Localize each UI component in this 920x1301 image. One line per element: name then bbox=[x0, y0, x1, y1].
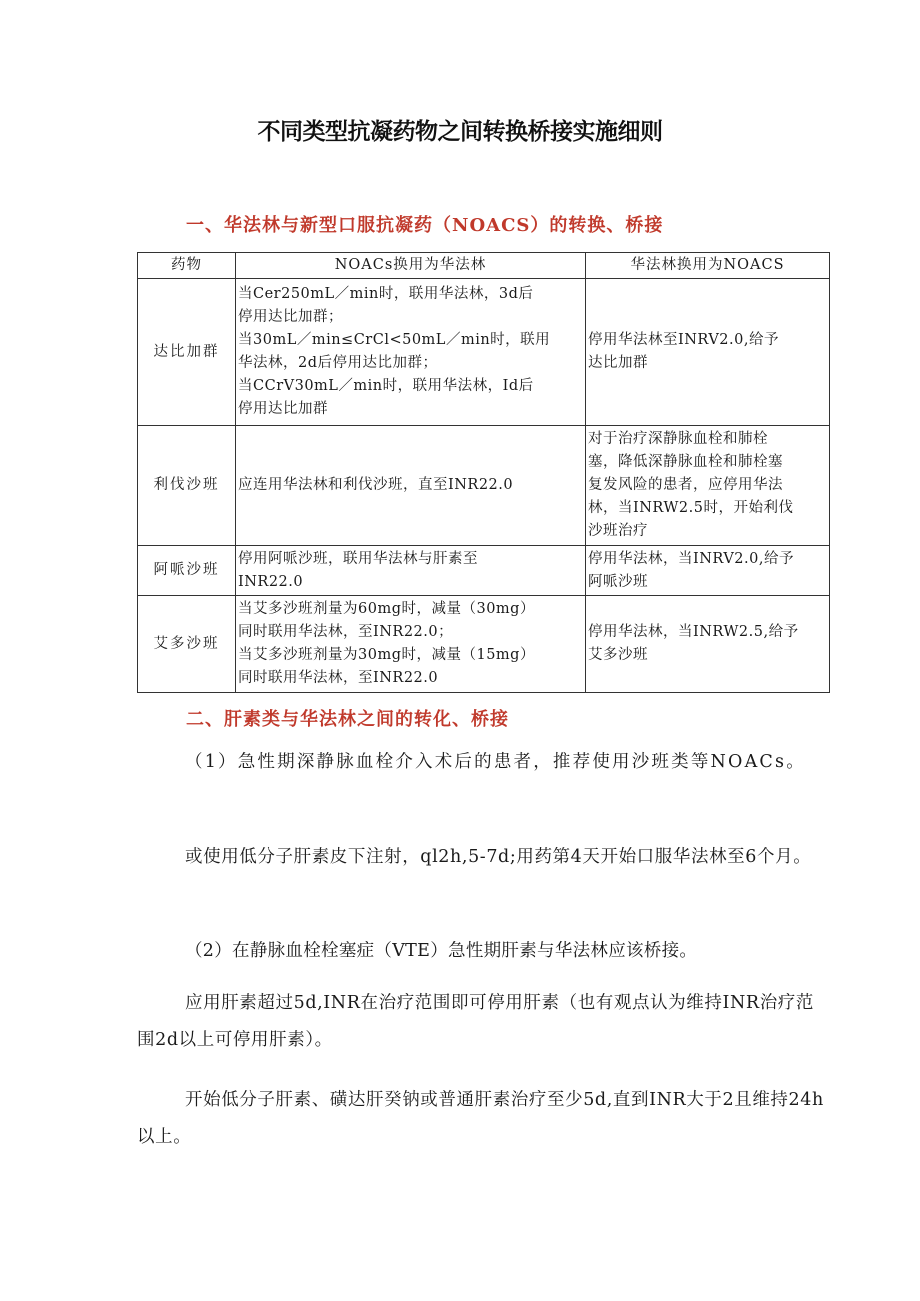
noacs-to-warfarin-cell bbox=[236, 596, 586, 693]
paragraph: （1）急性期深静脉血栓介入术后的患者，推荐使用沙班类等NOACs。 bbox=[185, 752, 806, 772]
cell-line: 当Cer250mL／min时，联用华法林，3d后 bbox=[238, 286, 534, 302]
page-title: 不同类型抗凝药物之间转换桥接实施细则 bbox=[257, 119, 663, 145]
paragraph: （2）在静脉血栓栓塞症（VTE）急性期肝素与华法林应该桥接。 bbox=[185, 941, 698, 961]
cell-line: 同时联用华法林，至INR22.0； bbox=[238, 624, 454, 640]
cell-line: INR22.0 bbox=[238, 573, 304, 590]
drug-cell: 利伐沙班 bbox=[138, 426, 236, 546]
cell-line: 停用达比加群 bbox=[238, 401, 328, 417]
cell-line: 停用华法林，当INRW2.5,给予 bbox=[588, 624, 799, 640]
drug-cell: 达比加群 bbox=[138, 279, 236, 426]
conversion-table bbox=[137, 252, 830, 693]
cell-line: 沙班治疗 bbox=[588, 523, 648, 539]
drug-cell: 阿哌沙班 bbox=[138, 546, 236, 596]
cell-line: 复发风险的患者，应停用华法 bbox=[588, 477, 783, 493]
warfarin-to-noacs-cell bbox=[586, 596, 830, 693]
cell-line: 停用阿哌沙班，联用华法林与肝素至 bbox=[238, 550, 478, 567]
cell-line: 林，当INRW2.5时，开始利伐 bbox=[588, 500, 794, 516]
table-header-row bbox=[138, 253, 830, 279]
cell-line: 对于治疗深静脉血栓和肺栓 bbox=[588, 431, 768, 447]
cell-line: 阿哌沙班 bbox=[588, 573, 648, 590]
cell-line: 当艾多沙班剂量为30mg时，减量（15mg） bbox=[238, 647, 535, 663]
cell-line: 同时联用华法林，至INR22.0 bbox=[238, 670, 439, 686]
header-noacs-to-warfarin: NOACs换用为华法林 bbox=[236, 253, 586, 279]
noacs-to-warfarin-cell bbox=[236, 546, 586, 596]
cell-line: 当30mL／min≤CrCl<50mL／min时，联用 bbox=[238, 332, 551, 348]
cell-line: 停用达比加群； bbox=[238, 309, 343, 325]
cell-line: 停用华法林，当INRV2.0,给予 bbox=[588, 550, 794, 567]
table-row bbox=[138, 279, 830, 426]
noacs-to-warfarin-cell bbox=[236, 279, 586, 426]
noacs-to-warfarin-cell bbox=[236, 426, 586, 546]
cell-line: 当CCrV30mL／min时，联用华法林，Id后 bbox=[238, 378, 534, 394]
header-drug: 药物 bbox=[138, 253, 236, 279]
warfarin-to-noacs-cell bbox=[586, 546, 830, 596]
cell-line: 达比加群 bbox=[588, 355, 648, 371]
cell-line: 华法林，2d后停用达比加群； bbox=[238, 355, 438, 371]
cell-line: 停用华法林至INRV2.0,给予 bbox=[588, 332, 779, 348]
section-heading-2: 二、肝素类与华法林之间的转化、桥接 bbox=[186, 709, 509, 730]
table-row bbox=[138, 546, 830, 596]
paragraph: 应用肝素超过5d,INR在治疗范围即可停用肝素（也有观点认为维持INR治疗范围2d以上可停用肝素）。 bbox=[137, 993, 814, 1050]
drug-cell: 艾多沙班 bbox=[138, 596, 236, 693]
header-warfarin-to-noacs: 华法林换用为NOACS bbox=[586, 253, 830, 279]
cell-line: 当艾多沙班剂量为60mg时，减量（30mg） bbox=[238, 601, 535, 617]
paragraph: 开始低分子肝素、磺达肝癸钠或普通肝素治疗至少5d,直到INR大于2且维持24h以上。 bbox=[137, 1090, 824, 1147]
table-row bbox=[138, 426, 830, 546]
cell-line: 应连用华法林和利伐沙班，直至INR22.0 bbox=[238, 477, 514, 493]
warfarin-to-noacs-cell bbox=[586, 426, 830, 546]
table-row bbox=[138, 596, 830, 693]
paragraph: 或使用低分子肝素皮下注射，ql2h,5-7d;用药第4天开始口服华法林至6个月。 bbox=[185, 847, 812, 867]
section-heading-1: 一、华法林与新型口服抗凝药（NOACS）的转换、桥接 bbox=[186, 215, 664, 236]
cell-line: 塞，降低深静脉血栓和肺栓塞 bbox=[588, 454, 783, 470]
warfarin-to-noacs-cell bbox=[586, 279, 830, 426]
cell-line: 艾多沙班 bbox=[588, 647, 648, 663]
